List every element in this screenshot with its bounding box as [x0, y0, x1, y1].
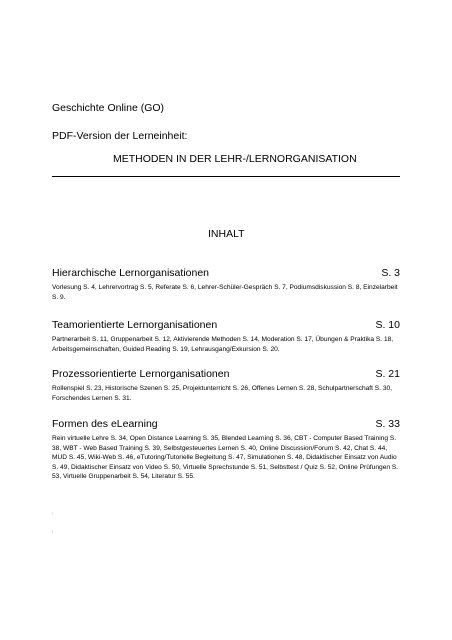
footer-mark: . — [52, 510, 54, 516]
toc-section-contents: Partnerarbeit S. 11, Gruppenarbeit S. 12, Aktivierende Methoden S. 14, Moderation S. 17, Übungen & Praktika S. 18, Arbeitsgemeinschaften, Guided Reading S. 19, Lehrausgang/Exkursion S. 20. — [52, 336, 394, 353]
toc-section-title: Prozessorientierte Lernorganisationen — [52, 368, 230, 380]
series-title: Geschichte Online (GO) — [52, 102, 165, 114]
toc-section-contents: Rollenspiel S. 23, Historische Szenen S. 25, Projektunterricht S. 26, Offenes Lernen S. 28, Schulpartnerschaft S. 30, Forschendes Lernen S. 31. — [52, 385, 393, 402]
footer-mark: . — [52, 528, 54, 534]
pdf-version-label: PDF-Version der Lerneinheit: — [52, 130, 188, 142]
title-divider — [52, 176, 400, 177]
toc-section-contents: Rein virtuelle Lehre S. 34, Open Distance Learning S. 35, Blended Learning S. 36, CBT - Computer Based Training S. 38, WBT - Web Based Training S. 39, Selbstgesteuertes Lernen S. 40, Online Discussion/Forum S. 42, Chat S. 44, MUD S. 45, Wiki-Web S. 46, eTutoring/Tutorielle Begleitung S. 47, Simulationen S. 48, Didaktischer Einsatz von Audio S. 49, Didaktischer Einsatz von Video S. 50, Virtuelle Sprechstunde S. 51, Selbsttest / Quiz S. 52, Online Prüfungen S. 53, Virtuelle Gruppenarbeit S. 54, Literatur S. 55. — [52, 435, 399, 481]
toc-section-page: S. 21 — [375, 368, 400, 380]
document-title: METHODEN IN DER LEHR-/LERNORGANISATION — [113, 153, 357, 165]
toc-section-title: Formen des eLearning — [52, 418, 158, 430]
toc-section-page: S. 3 — [381, 267, 400, 279]
toc-heading: INHALT — [208, 228, 245, 240]
toc-section-page: S. 33 — [375, 418, 400, 430]
toc-section-title: Teamorientierte Lernorganisationen — [52, 319, 218, 331]
toc-section-contents: Vorlesung S. 4, Lehrervortrag S. 5, Referate S. 6, Lehrer-Schüler-Gespräch S. 7, Podiumsdiskussion S. 8, Einzelarbeit S. 9. — [52, 284, 398, 301]
toc-section-title: Hierarchische Lernorganisationen — [52, 267, 210, 279]
toc-section-page: S. 10 — [375, 319, 400, 331]
